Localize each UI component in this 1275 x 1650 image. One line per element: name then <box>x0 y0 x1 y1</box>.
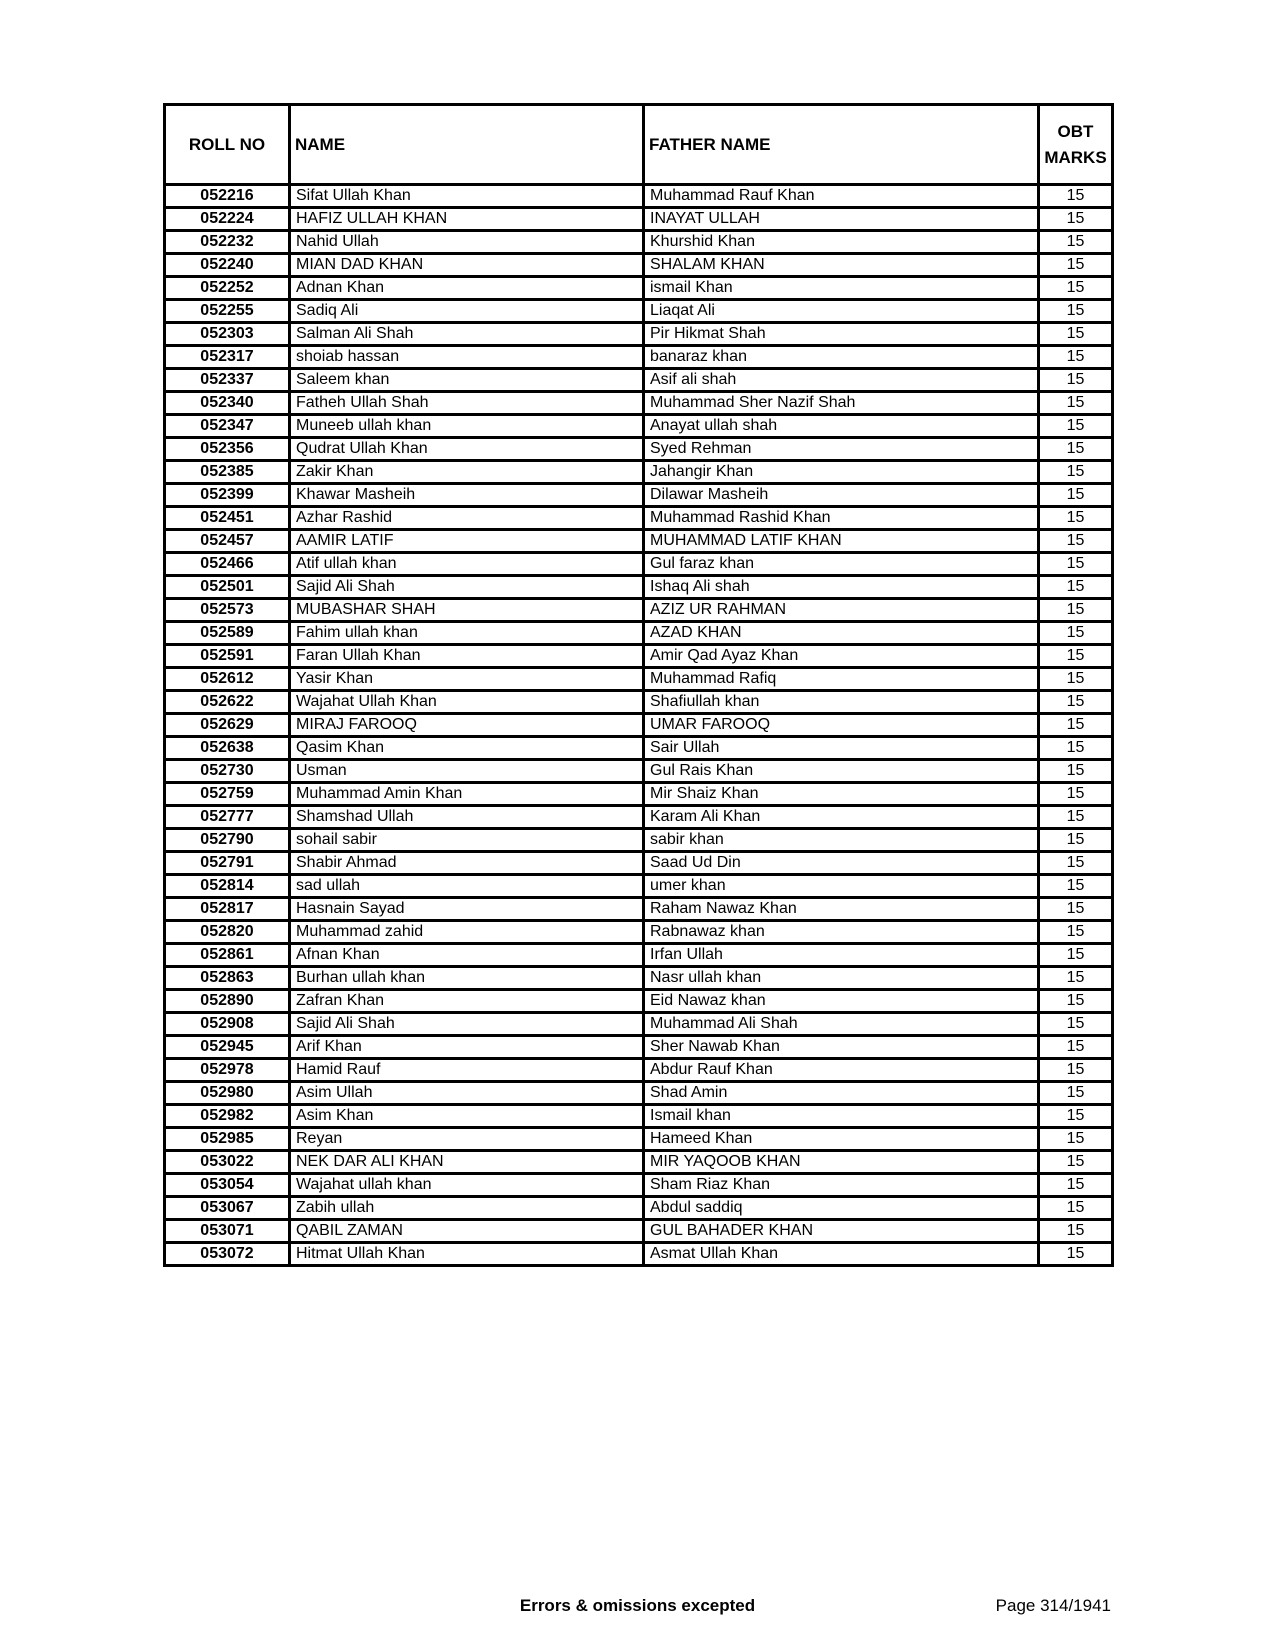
father-name-cell: Muhammad Sher Nazif Shah <box>644 392 1039 415</box>
father-name-cell: Eid Nawaz khan <box>644 990 1039 1013</box>
roll-no-cell: 052232 <box>165 231 290 254</box>
father-name-cell: ismail Khan <box>644 277 1039 300</box>
father-name-cell: AZIZ UR RAHMAN <box>644 599 1039 622</box>
father-name-cell: Pir Hikmat Shah <box>644 323 1039 346</box>
col-header-obt-marks: OBT MARKS <box>1039 105 1113 185</box>
father-name-cell: banaraz khan <box>644 346 1039 369</box>
roll-no-cell: 052252 <box>165 277 290 300</box>
obt-marks-cell: 15 <box>1039 898 1113 921</box>
father-name-cell: Liaqat Ali <box>644 300 1039 323</box>
obt-marks-cell: 15 <box>1039 507 1113 530</box>
obt-marks-cell: 15 <box>1039 254 1113 277</box>
header-row <box>165 105 1113 185</box>
roll-no-cell: 052982 <box>165 1105 290 1128</box>
roll-no-cell: 052759 <box>165 783 290 806</box>
obt-marks-cell: 15 <box>1039 277 1113 300</box>
marks-table <box>163 103 1114 1267</box>
name-cell: Muhammad zahid <box>290 921 644 944</box>
name-cell: Asim Khan <box>290 1105 644 1128</box>
table-row <box>165 323 1113 346</box>
father-name-cell: Anayat ullah shah <box>644 415 1039 438</box>
father-name-cell: Ishaq Ali shah <box>644 576 1039 599</box>
table-row <box>165 875 1113 898</box>
table-row <box>165 254 1113 277</box>
father-name-cell: MIR YAQOOB KHAN <box>644 1151 1039 1174</box>
father-name-cell: Hameed Khan <box>644 1128 1039 1151</box>
father-name-cell: Amir Qad Ayaz Khan <box>644 645 1039 668</box>
obt-marks-cell: 15 <box>1039 714 1113 737</box>
table-row <box>165 944 1113 967</box>
table-row <box>165 461 1113 484</box>
name-cell: Wajahat Ullah Khan <box>290 691 644 714</box>
name-cell: Fahim ullah khan <box>290 622 644 645</box>
table-row <box>165 645 1113 668</box>
roll-no-cell: 052337 <box>165 369 290 392</box>
table-row <box>165 806 1113 829</box>
table-row <box>165 392 1113 415</box>
obt-marks-cell: 15 <box>1039 1151 1113 1174</box>
father-name-cell: Sham Riaz Khan <box>644 1174 1039 1197</box>
roll-no-cell: 052985 <box>165 1128 290 1151</box>
roll-no-cell: 052501 <box>165 576 290 599</box>
name-cell: shoiab hassan <box>290 346 644 369</box>
obt-marks-cell: 15 <box>1039 530 1113 553</box>
name-cell: MIRAJ FAROOQ <box>290 714 644 737</box>
name-cell: NEK DAR ALI KHAN <box>290 1151 644 1174</box>
name-cell: Qudrat Ullah Khan <box>290 438 644 461</box>
obt-marks-cell: 15 <box>1039 392 1113 415</box>
obt-marks-cell: 15 <box>1039 1197 1113 1220</box>
name-cell: Qasim Khan <box>290 737 644 760</box>
roll-no-cell: 052861 <box>165 944 290 967</box>
father-name-cell: Rabnawaz khan <box>644 921 1039 944</box>
father-name-cell: Jahangir Khan <box>644 461 1039 484</box>
obt-marks-cell: 15 <box>1039 185 1113 208</box>
name-cell: Shabir Ahmad <box>290 852 644 875</box>
obt-marks-cell: 15 <box>1039 806 1113 829</box>
roll-no-cell: 052317 <box>165 346 290 369</box>
table-row <box>165 1197 1113 1220</box>
roll-no-cell: 052817 <box>165 898 290 921</box>
table-row <box>165 185 1113 208</box>
obt-marks-cell: 15 <box>1039 1036 1113 1059</box>
roll-no-cell: 052790 <box>165 829 290 852</box>
roll-no-cell: 052399 <box>165 484 290 507</box>
roll-no-cell: 052356 <box>165 438 290 461</box>
name-cell: Zafran Khan <box>290 990 644 1013</box>
name-cell: Sadiq Ali <box>290 300 644 323</box>
father-name-cell: Karam Ali Khan <box>644 806 1039 829</box>
roll-no-cell: 052573 <box>165 599 290 622</box>
table-row <box>165 300 1113 323</box>
father-name-cell: Nasr ullah khan <box>644 967 1039 990</box>
table-row <box>165 737 1113 760</box>
table-row <box>165 507 1113 530</box>
name-cell: Zabih ullah <box>290 1197 644 1220</box>
roll-no-cell: 052820 <box>165 921 290 944</box>
roll-no-cell: 052791 <box>165 852 290 875</box>
name-cell: QABIL ZAMAN <box>290 1220 644 1243</box>
table-row <box>165 553 1113 576</box>
obt-marks-cell: 15 <box>1039 231 1113 254</box>
father-name-cell: Muhammad Ali Shah <box>644 1013 1039 1036</box>
page-number: Page 314/1941 <box>995 1596 1111 1615</box>
obt-marks-cell: 15 <box>1039 599 1113 622</box>
obt-marks-cell: 15 <box>1039 415 1113 438</box>
roll-no-cell: 052224 <box>165 208 290 231</box>
name-cell: Adnan Khan <box>290 277 644 300</box>
name-cell: Afnan Khan <box>290 944 644 967</box>
name-cell: Saleem khan <box>290 369 644 392</box>
roll-no-cell: 052730 <box>165 760 290 783</box>
table-row <box>165 760 1113 783</box>
roll-no-cell: 052303 <box>165 323 290 346</box>
obt-marks-cell: 15 <box>1039 944 1113 967</box>
father-name-cell: Gul Rais Khan <box>644 760 1039 783</box>
roll-no-cell: 053022 <box>165 1151 290 1174</box>
roll-no-cell: 052347 <box>165 415 290 438</box>
roll-no-cell: 052216 <box>165 185 290 208</box>
table-body <box>165 185 1113 1266</box>
roll-no-cell: 052638 <box>165 737 290 760</box>
name-cell: Usman <box>290 760 644 783</box>
name-cell: Muneeb ullah khan <box>290 415 644 438</box>
table-row <box>165 346 1113 369</box>
roll-no-cell: 053071 <box>165 1220 290 1243</box>
roll-no-cell: 052451 <box>165 507 290 530</box>
table-row <box>165 921 1113 944</box>
name-cell: Asim Ullah <box>290 1082 644 1105</box>
obt-marks-cell: 15 <box>1039 921 1113 944</box>
father-name-cell: Shafiullah khan <box>644 691 1039 714</box>
obt-marks-cell: 15 <box>1039 737 1113 760</box>
table-row <box>165 1128 1113 1151</box>
name-cell: Hitmat Ullah Khan <box>290 1243 644 1266</box>
name-cell: Atif ullah khan <box>290 553 644 576</box>
obt-marks-cell: 15 <box>1039 346 1113 369</box>
table-row <box>165 783 1113 806</box>
roll-no-cell: 052466 <box>165 553 290 576</box>
table-row <box>165 714 1113 737</box>
name-cell: Hamid Rauf <box>290 1059 644 1082</box>
table-row <box>165 576 1113 599</box>
name-cell: MUBASHAR SHAH <box>290 599 644 622</box>
name-cell: Muhammad Amin Khan <box>290 783 644 806</box>
obt-marks-cell: 15 <box>1039 783 1113 806</box>
footer-disclaimer: Errors & omissions excepted <box>519 1596 756 1615</box>
table-row <box>165 1243 1113 1266</box>
roll-no-cell: 052890 <box>165 990 290 1013</box>
obt-marks-cell: 15 <box>1039 1128 1113 1151</box>
father-name-cell: Muhammad Rashid Khan <box>644 507 1039 530</box>
table-row <box>165 852 1113 875</box>
obt-marks-cell: 15 <box>1039 208 1113 231</box>
father-name-cell: Muhammad Rafiq <box>644 668 1039 691</box>
table-row <box>165 829 1113 852</box>
roll-no-cell: 053072 <box>165 1243 290 1266</box>
father-name-cell: AZAD KHAN <box>644 622 1039 645</box>
roll-no-cell: 052908 <box>165 1013 290 1036</box>
father-name-cell: Saad Ud Din <box>644 852 1039 875</box>
roll-no-cell: 052863 <box>165 967 290 990</box>
table-row <box>165 1174 1113 1197</box>
father-name-cell: sabir khan <box>644 829 1039 852</box>
name-cell: Azhar Rashid <box>290 507 644 530</box>
roll-no-cell: 052240 <box>165 254 290 277</box>
name-cell: Wajahat ullah khan <box>290 1174 644 1197</box>
father-name-cell: SHALAM KHAN <box>644 254 1039 277</box>
table-row <box>165 990 1113 1013</box>
obt-marks-cell: 15 <box>1039 369 1113 392</box>
name-cell: Sajid Ali Shah <box>290 1013 644 1036</box>
roll-no-cell: 052340 <box>165 392 290 415</box>
name-cell: Burhan ullah khan <box>290 967 644 990</box>
marks-table-container <box>163 103 1111 1267</box>
table-row <box>165 1059 1113 1082</box>
name-cell: Sifat Ullah Khan <box>290 185 644 208</box>
name-cell: Arif Khan <box>290 1036 644 1059</box>
table-row <box>165 898 1113 921</box>
roll-no-cell: 052385 <box>165 461 290 484</box>
table-row <box>165 1220 1113 1243</box>
obt-marks-cell: 15 <box>1039 1174 1113 1197</box>
father-name-cell: Khurshid Khan <box>644 231 1039 254</box>
table-row <box>165 415 1113 438</box>
obt-marks-cell: 15 <box>1039 1105 1113 1128</box>
name-cell: Hasnain Sayad <box>290 898 644 921</box>
obt-marks-cell: 15 <box>1039 875 1113 898</box>
roll-no-cell: 052978 <box>165 1059 290 1082</box>
name-cell: MIAN DAD KHAN <box>290 254 644 277</box>
roll-no-cell: 052589 <box>165 622 290 645</box>
father-name-cell: UMAR FAROOQ <box>644 714 1039 737</box>
father-name-cell: Raham Nawaz Khan <box>644 898 1039 921</box>
table-header <box>165 105 1113 185</box>
obt-marks-cell: 15 <box>1039 484 1113 507</box>
table-row <box>165 438 1113 461</box>
name-cell: Salman Ali Shah <box>290 323 644 346</box>
obt-marks-cell: 15 <box>1039 323 1113 346</box>
name-cell: Reyan <box>290 1128 644 1151</box>
father-name-cell: Asmat Ullah Khan <box>644 1243 1039 1266</box>
roll-no-cell: 052591 <box>165 645 290 668</box>
obt-marks-cell: 15 <box>1039 668 1113 691</box>
table-row <box>165 1013 1113 1036</box>
father-name-cell: Sher Nawab Khan <box>644 1036 1039 1059</box>
name-cell: Fatheh Ullah Shah <box>290 392 644 415</box>
father-name-cell: Abdul saddiq <box>644 1197 1039 1220</box>
father-name-cell: INAYAT ULLAH <box>644 208 1039 231</box>
name-cell: AAMIR LATIF <box>290 530 644 553</box>
table-row <box>165 1151 1113 1174</box>
obt-marks-cell: 15 <box>1039 1082 1113 1105</box>
father-name-cell: Dilawar Masheih <box>644 484 1039 507</box>
table-row <box>165 599 1113 622</box>
table-row <box>165 277 1113 300</box>
obt-marks-cell: 15 <box>1039 1013 1113 1036</box>
name-cell: Nahid Ullah <box>290 231 644 254</box>
obt-marks-cell: 15 <box>1039 622 1113 645</box>
obt-marks-cell: 15 <box>1039 760 1113 783</box>
father-name-cell: Irfan Ullah <box>644 944 1039 967</box>
roll-no-cell: 052612 <box>165 668 290 691</box>
obt-marks-cell: 15 <box>1039 852 1113 875</box>
obt-marks-cell: 15 <box>1039 553 1113 576</box>
name-cell: Zakir Khan <box>290 461 644 484</box>
name-cell: Sajid Ali Shah <box>290 576 644 599</box>
father-name-cell: GUL BAHADER KHAN <box>644 1220 1039 1243</box>
roll-no-cell: 052814 <box>165 875 290 898</box>
obt-marks-cell: 15 <box>1039 1059 1113 1082</box>
father-name-cell: Gul faraz khan <box>644 553 1039 576</box>
table-row <box>165 530 1113 553</box>
roll-no-cell: 053054 <box>165 1174 290 1197</box>
roll-no-cell: 053067 <box>165 1197 290 1220</box>
name-cell: Shamshad Ullah <box>290 806 644 829</box>
table-row <box>165 484 1113 507</box>
name-cell: Yasir Khan <box>290 668 644 691</box>
col-header-name: NAME <box>290 105 644 185</box>
father-name-cell: Asif ali shah <box>644 369 1039 392</box>
father-name-cell: Sair Ullah <box>644 737 1039 760</box>
roll-no-cell: 052255 <box>165 300 290 323</box>
father-name-cell: Mir Shaiz Khan <box>644 783 1039 806</box>
table-row <box>165 622 1113 645</box>
table-row <box>165 208 1113 231</box>
col-header-roll-no: ROLL NO <box>165 105 290 185</box>
table-row <box>165 691 1113 714</box>
father-name-cell: Muhammad Rauf Khan <box>644 185 1039 208</box>
roll-no-cell: 052945 <box>165 1036 290 1059</box>
father-name-cell: umer khan <box>644 875 1039 898</box>
father-name-cell: Ismail khan <box>644 1105 1039 1128</box>
obt-marks-cell: 15 <box>1039 645 1113 668</box>
name-cell: HAFIZ ULLAH KHAN <box>290 208 644 231</box>
roll-no-cell: 052622 <box>165 691 290 714</box>
father-name-cell: MUHAMMAD LATIF KHAN <box>644 530 1039 553</box>
father-name-cell: Abdur Rauf Khan <box>644 1059 1039 1082</box>
father-name-cell: Syed Rehman <box>644 438 1039 461</box>
obt-marks-cell: 15 <box>1039 829 1113 852</box>
obt-marks-cell: 15 <box>1039 967 1113 990</box>
roll-no-cell: 052457 <box>165 530 290 553</box>
roll-no-cell: 052980 <box>165 1082 290 1105</box>
name-cell: Khawar Masheih <box>290 484 644 507</box>
table-row <box>165 1105 1113 1128</box>
name-cell: sad ullah <box>290 875 644 898</box>
table-row <box>165 1082 1113 1105</box>
obt-marks-cell: 15 <box>1039 1243 1113 1266</box>
table-row <box>165 1036 1113 1059</box>
roll-no-cell: 052629 <box>165 714 290 737</box>
table-row <box>165 369 1113 392</box>
name-cell: sohail sabir <box>290 829 644 852</box>
table-row <box>165 668 1113 691</box>
name-cell: Faran Ullah Khan <box>290 645 644 668</box>
obt-marks-cell: 15 <box>1039 438 1113 461</box>
col-header-father-name: FATHER NAME <box>644 105 1039 185</box>
obt-marks-cell: 15 <box>1039 300 1113 323</box>
obt-marks-cell: 15 <box>1039 576 1113 599</box>
table-row <box>165 967 1113 990</box>
father-name-cell: Shad Amin <box>644 1082 1039 1105</box>
obt-marks-cell: 15 <box>1039 461 1113 484</box>
roll-no-cell: 052777 <box>165 806 290 829</box>
table-row <box>165 231 1113 254</box>
obt-marks-cell: 15 <box>1039 1220 1113 1243</box>
obt-marks-cell: 15 <box>1039 990 1113 1013</box>
obt-marks-cell: 15 <box>1039 691 1113 714</box>
